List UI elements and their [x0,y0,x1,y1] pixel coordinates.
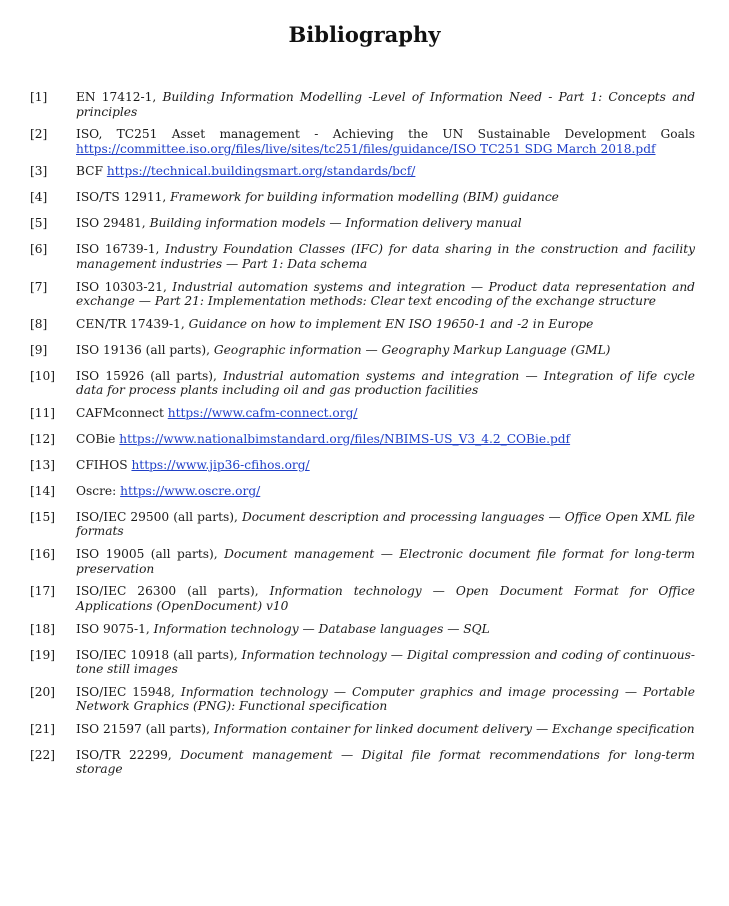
reference-number: [17] [30,584,56,599]
reference-text: ISO 10303-21, [76,279,173,294]
reference-item [30,90,695,119]
reference-number: [3] [30,164,48,179]
reference-number: [13] [30,457,56,472]
reference-text: ISO 9075-1, [76,621,154,636]
reference-text: CAFMconnect [76,405,168,420]
reference-number: [12] [30,431,56,446]
reference-title: Framework for building information modelling (BIM) guidance [170,190,559,205]
reference-link[interactable]: https://technical.buildingsmart.org/standards/bcf/ [106,164,416,179]
reference-text: ISO 19136 (all parts), [76,342,214,357]
reference-item [30,584,695,613]
reference-number: [21] [30,721,56,736]
reference-number: [22] [30,747,56,762]
reference-item [30,547,695,576]
reference-text: CEN/TR 17439-1, [76,316,189,331]
reference-title: Information technology — Digital compression and coding of continuous-tone still images [76,647,695,676]
reference-number: [2] [30,127,48,142]
reference-text: CFIHOS [76,457,132,472]
reference-number: [18] [30,621,56,636]
reference-text: ISO/IEC 29500 (all parts), [76,509,242,524]
reference-text: ISO/IEC 15948, [76,684,181,699]
reference-text: EN 17412-1, [76,90,163,104]
reference-number: [16] [30,547,56,562]
reference-item [30,280,695,309]
reference-text: ISO/IEC 10918 (all parts), [76,647,242,662]
reference-item [30,510,695,539]
reference-item [30,216,695,231]
reference-title: Guidance on how to implement EN ISO 19650-1 and -2 in Europe [188,316,594,331]
reference-title: Industrial automation systems and integration — Integration of life cycle data for process plants including oil and gas production facilities [76,368,695,398]
reference-text: ISO 16739-1, [76,242,166,257]
reference-title: Building Information Modelling -Level of Information Need - Part 1: Concepts and principles [76,90,695,119]
reference-title: Industrial automation systems and integration — Product data representation and exchange — Part 21: Implementation methods: Clear text encoding of the exchange structure [76,279,695,309]
reference-item [30,458,695,473]
reference-number: [10] [30,368,56,383]
reference-title: Geographic information — Geography Markup Language (GML) [213,342,611,357]
reference-item [30,164,695,179]
reference-item [30,748,695,777]
reference-item [30,648,695,677]
reference-number: [14] [30,483,56,498]
reference-link[interactable]: https://www.cafm-connect.org/ [167,405,358,420]
reference-item [30,406,695,421]
page-title: Bibliography [288,22,441,47]
reference-text: ISO 29481, [76,216,150,231]
reference-text: BCF [76,164,107,179]
reference-text: ISO 21597 (all parts), [76,721,214,736]
reference-title: Document management — Electronic document file format for long-term preservation [76,547,695,576]
reference-number: [8] [30,316,48,331]
reference-item [30,432,695,447]
reference-link[interactable]: https://www.oscre.org/ [120,483,261,498]
reference-item [30,343,695,358]
reference-item [30,242,695,271]
reference-title: Building information models — Information delivery manual [149,216,522,231]
reference-text: ISO 19005 (all parts), [76,547,225,562]
reference-title: Document management — Digital file format recommendations for long-term storage [76,747,695,777]
reference-item [30,622,695,637]
reference-title: Information technology — Open Document Format for Office Applications (OpenDocument) v10 [76,584,695,613]
reference-text: ISO 15926 (all parts), [76,368,224,383]
reference-text: Oscre: [76,483,121,498]
reference-text: COBie [76,431,120,446]
reference-text: ISO/TS 12911, [76,190,171,205]
reference-item [30,484,695,499]
reference-text: ISO/IEC 26300 (all parts), [76,584,270,599]
reference-list [30,90,695,785]
reference-item [30,722,695,737]
reference-number: [6] [30,242,48,257]
reference-text: ISO, TC251 Asset management - Achieving the UN Sustainable Development Goals [76,127,695,142]
reference-title: Information technology — Database languages — SQL [153,621,490,636]
reference-title: Information technology — Computer graphics and image processing — Portable Network Graphics (PNG): Functional specification [76,684,695,714]
reference-number: [1] [30,90,48,104]
reference-number: [5] [30,216,48,231]
reference-text: ISO/TR 22299, [76,747,181,762]
reference-link[interactable]: https://www.nationalbimstandard.org/files/NBIMS-US_V3_4.2_COBie.pdf [119,431,571,446]
reference-number: [20] [30,684,56,699]
reference-link[interactable]: https://committee.iso.org/files/live/sites/tc251/files/guidance/ISO TC251 SDG March 2018.pdf [76,141,656,156]
reference-number: [7] [30,279,48,294]
reference-item [30,317,695,332]
reference-item [30,685,695,714]
reference-item [30,369,695,398]
reference-number: [19] [30,647,56,662]
reference-number: [11] [30,405,56,420]
reference-number: [4] [30,190,48,205]
reference-item [30,127,695,156]
reference-link[interactable]: https://www.jip36-cfihos.org/ [131,457,310,472]
reference-title: Industry Foundation Classes (IFC) for data sharing in the construction and facility management industries — Part 1: Data schema [76,242,695,271]
reference-number: [15] [30,509,56,524]
reference-title: Information container for linked document delivery — Exchange specification [213,721,695,736]
reference-number: [9] [30,342,48,357]
reference-title: Document description and processing languages — Office Open XML file formats [76,509,695,539]
reference-item [30,190,695,205]
